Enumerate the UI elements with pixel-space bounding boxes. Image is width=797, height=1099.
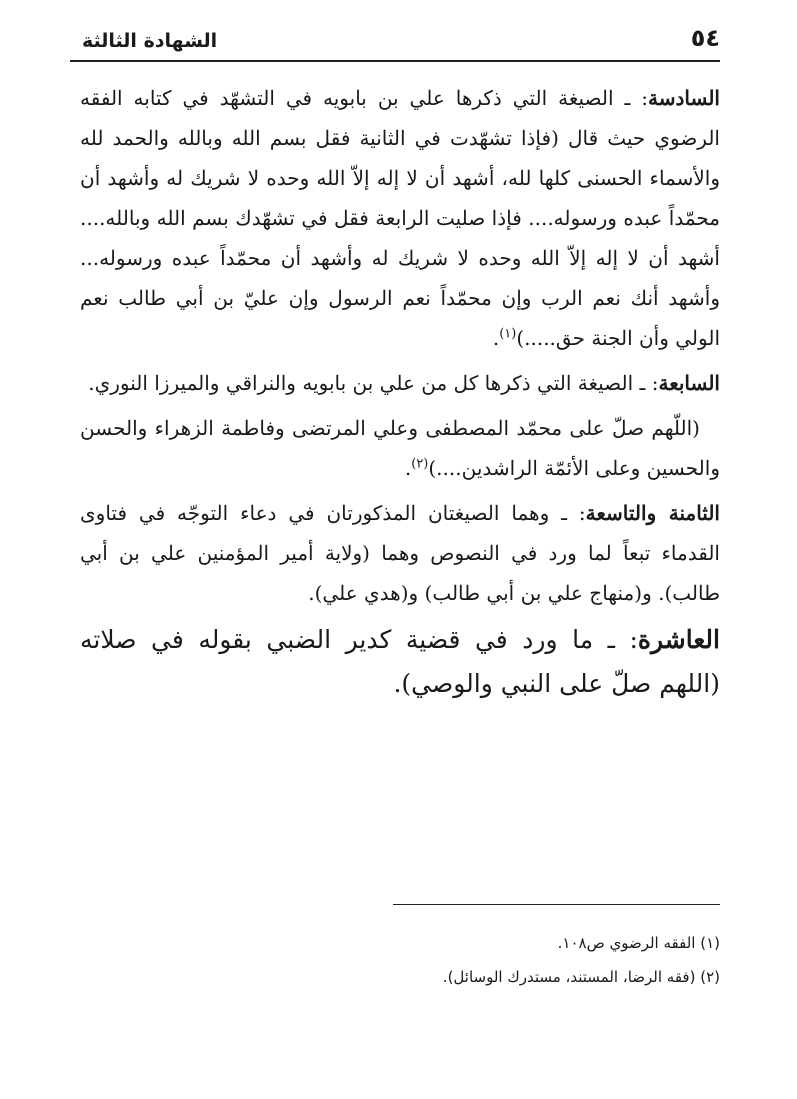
paragraph-heading: السابعة [658,371,720,395]
paragraph-heading: الثامنة والتاسعة [585,501,720,525]
paragraph-text: : ـ وهما الصيغتان المذكورتان في دعاء التوجّه في فتاوى القدماء تبعاً لما ورد في النصوص وهما (ولاية أمير المؤمنين علي بن أبي طالب). و(منهاج علي بن أبي طالب) و(هدي علي). [80,501,720,605]
footnote-2: (٢) (فقه الرضا، المستند، مستدرك الوسائل). [442,968,720,986]
footnotes [80,928,720,996]
footnote-ref: (٢) [411,456,429,472]
paragraph-eighth-ninth [80,493,720,613]
paragraph-text: : ـ الصيغة التي ذكرها كل من علي بن بابويه والنراقي والميرزا النوري. [88,371,659,395]
paragraph-text: (اللّهم صلّ على محمّد المصطفى وعلي المرتضى وفاطمة الزهراء والحسن والحسين وعلى الأئمّة الراشدين....) [80,416,720,480]
main-text [80,78,720,711]
page-number: ٥٤ [690,24,720,52]
paragraph-prayer-quote [80,408,720,488]
page-header [70,24,720,62]
footnote-1: (١) الفقه الرضوي ص١٠٨. [557,934,720,952]
paragraph-sixth [80,78,720,358]
paragraph-seventh [80,363,720,403]
footnote-ref: (١) [499,326,517,342]
paragraph-text: : ـ الصيغة التي ذكرها علي بن بابويه في التشهّد في كتابه الفقه الرضوي حيث قال (فإذا تشهّدت في الثانية فقل بسم الله وبالله والحمد لله والأسماء الحسنى كلها لله، أشهد أن لا إله إلاّ الله وحده لا شريك له وأشهد أن محمّداً عبده ورسوله.... فإذا صليت الرابعة فقل في تشهّدك بسم الله وبالله.... أشهد أن لا إله إلاّ الله وحده لا شريك له وأشهد أن محمّداً عبده ورسوله... وأشهد أنك نعم الرب وإن محمّداً نعم الرسول وإن عليّ بن أبي طالب نعم الولي وأن الجنة حق.....) [80,86,720,350]
paragraph-tenth [80,618,720,706]
footnote-divider [393,904,720,905]
paragraph-end: . [492,326,500,350]
paragraph-text: : ـ ما ورد في قضية كدير الضبي بقوله في صلاته (اللهم صلّ على النبي والوصي). [80,625,720,698]
paragraph-end: . [404,456,412,480]
paragraph-heading: السادسة [648,86,720,110]
paragraph-heading: العاشرة [637,625,720,654]
running-title: الشهادة الثالثة [82,30,218,52]
